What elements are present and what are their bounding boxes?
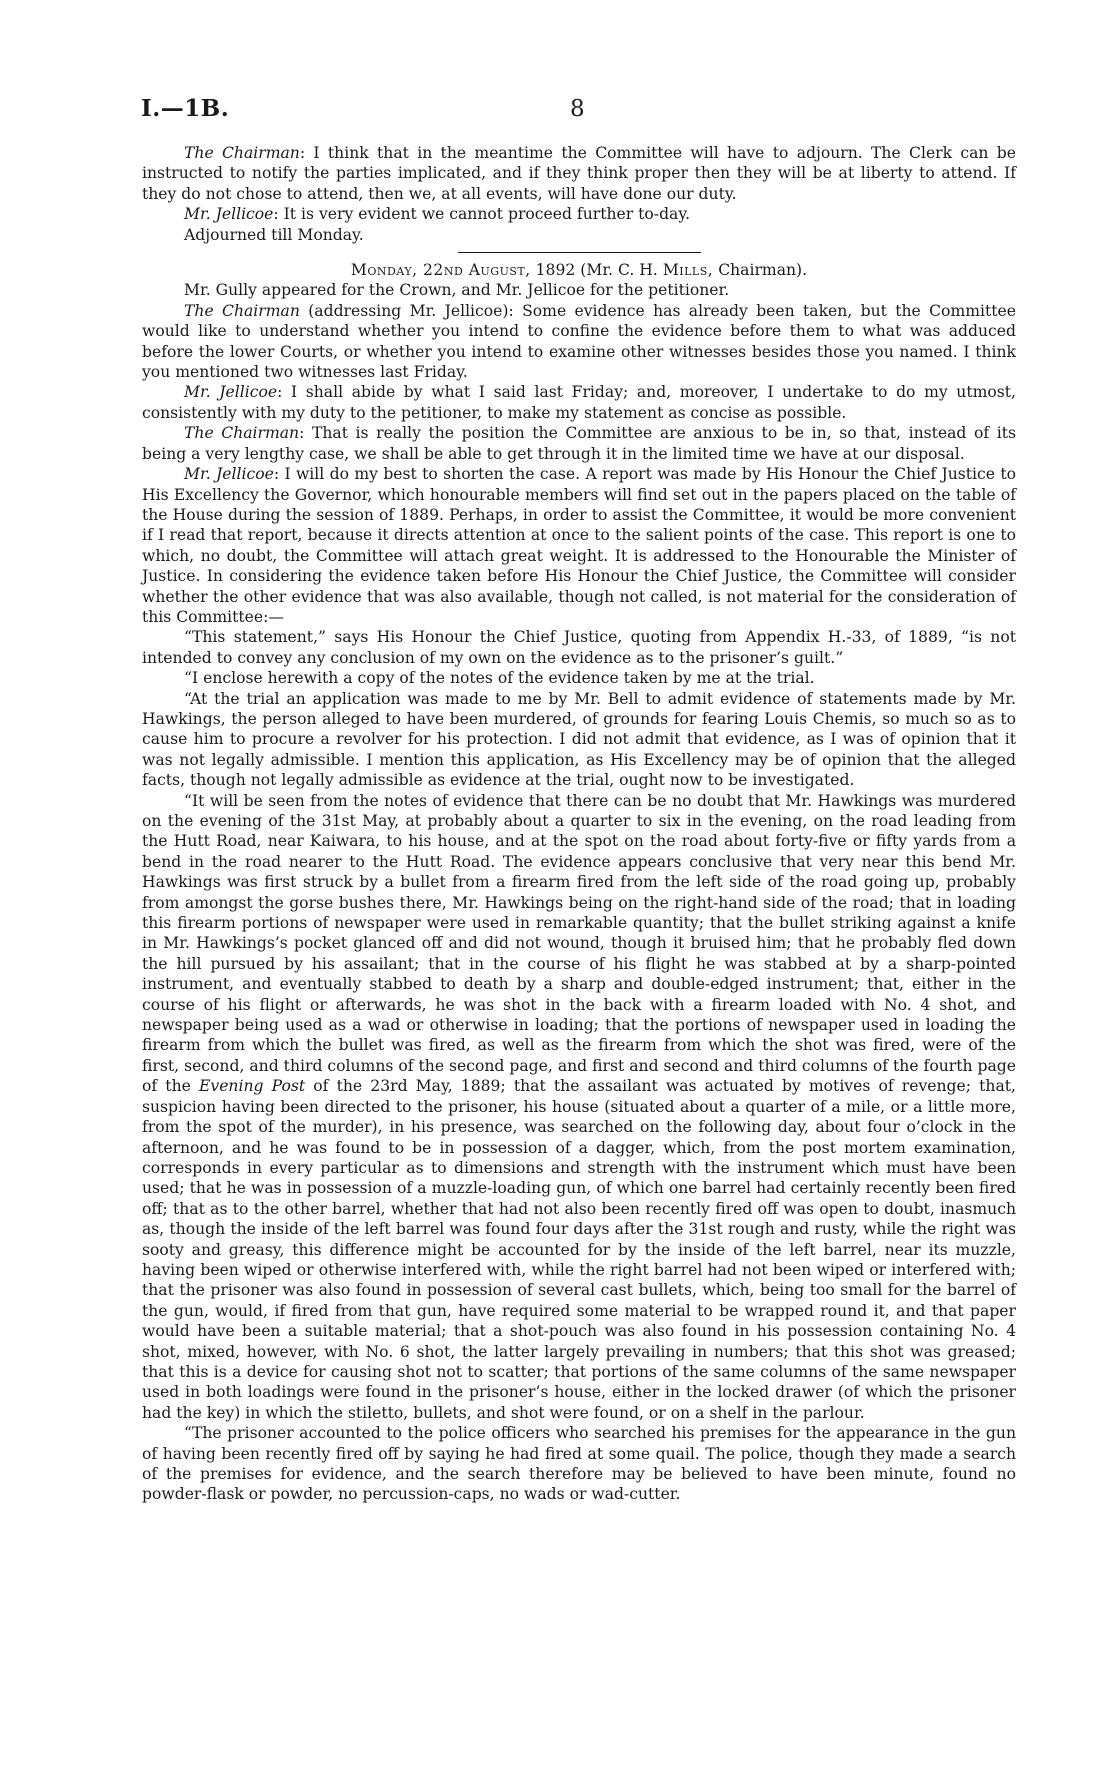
- paragraph-text: “The prisoner accounted to the police officers who searched his premises for the appearance in the gun of having been recently fired off by saying he had fired at some quail. The police, though they made a search of the premises for evidence, and the search therefore may be believed to have been minute, found no powder-flask or powder, no percussion-caps, no wads or wad-cutter.: [142, 1424, 1016, 1504]
- paragraph-text: “This statement,” says His Honour the Chief Justice, quoting from Appendix H.-33, of 1889, “is not intended to convey any conclusion of my own on the evidence as to the prisoner’s guilt.”: [142, 628, 1016, 667]
- paragraph-quote-enclose: [142, 668, 1016, 688]
- speaker-name: The Chairman: [184, 144, 300, 162]
- paragraph-jellicoe-proceed: [142, 204, 1016, 224]
- paragraph-appearances: [142, 280, 1016, 300]
- session-day: Monday, 22nd August,: [350, 261, 531, 280]
- paragraph-text: “I enclose herewith a copy of the notes of the evidence taken by me at the trial.: [184, 669, 815, 688]
- paragraph-quote-evidence: [142, 791, 1016, 1424]
- paragraph-text: of the 23rd May, 1889; that the assailant was actuated by motives of revenge; that, suspicion having been directed to the prisoner, his house (situated about a quarter of a mile, or a little more, from the spot of the murder), in his presence, was searched on the following day, about four o’clock in the afternoon, and he was found to be in possession of a dagger, which, from the post mortem examination, corresponds in every particular as to dimensions and strength with the instrument which must have been used; that he was in possession of a muzzle-loading gun, of which one barrel had certainly recently been fired off; that as to the other barrel, whether that had not also been recently fired off was open to doubt, inasmuch as, though the inside of the left barrel was found four days after the 31st rough and rusty, while the right was sooty and greasy, this difference might be accounted for by the inside of the left barrel, near its muzzle, having been wiped or otherwise interfered with, while the right barrel had not been wiped or interfered with; that the prisoner was also found in possession of several cast bullets, which, being too small for the barrel of the gun, would, if fired from that gun, have required some material to be wrapped round it, and that paper would have been a suitable material; that a shot-pouch was also found in his possession containing No. 4 shot, mixed, however, with No. 6 shot, the latter largely prevailing in numbers; that this shot was greased; that this is a device for causing shot not to scatter; that portions of the same columns of the same newspaper used in both loadings were found in the prisoner’s house, either in the locked drawer (of which the prisoner had the key) in which the stiletto, bullets, and shot were found, or on a shelf in the parlour.: [142, 1077, 1016, 1422]
- paragraph-text: : It is very evident we cannot proceed further to-day.: [273, 205, 691, 224]
- paragraph-chairman-adjourn: [142, 143, 1016, 204]
- session-year: 1892 (Mr. C. H.: [535, 261, 658, 280]
- paragraph-text: : I shall abide by what I said last Friday; and, moreover, I undertake to do my utmost, consistently with my duty to the petitioner, to make my statement as concise as possible.: [142, 383, 1017, 422]
- speaker-name: Mr. Jellicoe: [184, 465, 274, 484]
- paragraph-chairman-addressing: [142, 301, 1016, 383]
- paragraph-quote-trial: [142, 689, 1016, 791]
- parliamentary-paper-reference: I.—1B.: [141, 95, 230, 122]
- session-chair-title: Chairman).: [718, 261, 808, 280]
- paragraph-quote-statement: [142, 627, 1016, 668]
- paragraph-jellicoe-report: [142, 464, 1016, 627]
- speaker-name: The Chairman: [184, 301, 300, 320]
- paragraph-adjourned: [142, 225, 1016, 245]
- session-heading: [142, 260, 1016, 280]
- paragraph-text: “It will be seen from the notes of evidence that there can be no doubt that Mr. Hawkings was murdered on the evening of the 31st May, at probably about a quarter to six in the evening, on the road leading from the Hutt Road, near Kaiwara, to his house, and at the spot on the road about forty-five or fifty yards from a bend in the road nearer to the Hutt Road. The evidence appears conclusive that very near this bend Mr. Hawkings was first struck by a bullet from a firearm fired from the left side of the road going up, probably from amongst the gorse bushes there, Mr. Hawkings being on the right-hand side of the road; that in loading this firearm portions of newspaper were used in remarkable quantity; that the bullet striking against a knife in Mr. Hawkings’s pocket glanced off and did not wound, though it bruised him; that he probably fled down the hill pursued by his assailant; that in the course of his flight he was stabbed at by a sharp-pointed instrument, and eventually stabbed to death by a sharp and double-edged instrument; that, either in the course of his flight or afterwards, he was shot in the back with a firearm loaded with No. 4 shot, and newspaper being used as a wad or otherwise in loading; that the portions of newspaper used in loading the firearm from which the bullet was fired, as well as the firearm from which the shot was fired, were of the first, second, and third columns of the second page, and first and second and third columns of the fourth page of the: [142, 791, 1016, 1096]
- paragraph-text: (addressing Mr. Jellicoe): Some evidence has already been taken, but the Committee would like to understand whether you intend to confine the evidence before them to what was adduced before the lower Courts, or whether you intend to examine other witnesses besides those you named. I think you mentioned two witnesses last Friday.: [142, 301, 1016, 382]
- newspaper-title: Evening Post: [199, 1077, 306, 1096]
- paragraph-jellicoe-abide: [142, 382, 1016, 423]
- paragraph-text: : I will do my best to shorten the case. A report was made by His Honour the Chief Justice to His Excellency the Governor, which honourable members will find set out in the papers placed on the table of the House during the session of 1889. Perhaps, in order to assist the Committee, it would be more convenient if I read that report, because it directs attention at once to the salient points of the case. This report is one to which, no doubt, the Committee will attach great weight. It is addressed to the Honourable the Minister of Justice. In considering the evidence taken before His Honour the Chief Justice, the Committee will consider whether the other evidence that was also available, though not called, is not material for the consideration of this Committee:—: [142, 465, 1016, 626]
- paragraph-chairman-position: [142, 423, 1016, 464]
- paragraph-text: : That is really the position the Committee are anxious to be in, so that, instead of its being a very lengthy case, we shall be able to get through it in the limited time we have at our disposal.: [142, 424, 1016, 463]
- document-body: [142, 143, 1016, 1505]
- speaker-name: Mr. Jellicoe: [184, 383, 278, 402]
- section-divider: [458, 252, 701, 253]
- paragraph-text: “At the trial an application was made to me by Mr. Bell to admit evidence of statements made by Mr. Hawkings, the person alleged to have been murdered, of grounds for fearing Louis Chemis, so much so as to cause him to procure a revolver for his protection. I did not admit that evidence, as I was of opinion that it was not legally admissible. I mention this application, as His Excellency may be of opinion that the alleged facts, though not legally admissible as evidence at the trial, ought now to be investigated.: [142, 689, 1016, 790]
- paragraph-text: Adjourned till Monday.: [184, 225, 364, 244]
- page-number: 8: [570, 96, 585, 122]
- speaker-name: The Chairman: [184, 424, 300, 443]
- paragraph-text: : I think that in the meantime the Committee will have to adjourn. The Clerk can be instructed to notify the parties implicated, and if they think proper then they will be at liberty to attend. If they do not chose to attend, then we, at all events, will have done our duty.: [142, 144, 1016, 203]
- session-chair-name: Mills,: [662, 261, 714, 280]
- speaker-name: Mr. Jellicoe: [184, 205, 274, 224]
- paragraph-text: Mr. Gully appeared for the Crown, and Mr. Jellicoe for the petitioner.: [184, 281, 730, 300]
- paragraph-quote-police: [142, 1423, 1016, 1505]
